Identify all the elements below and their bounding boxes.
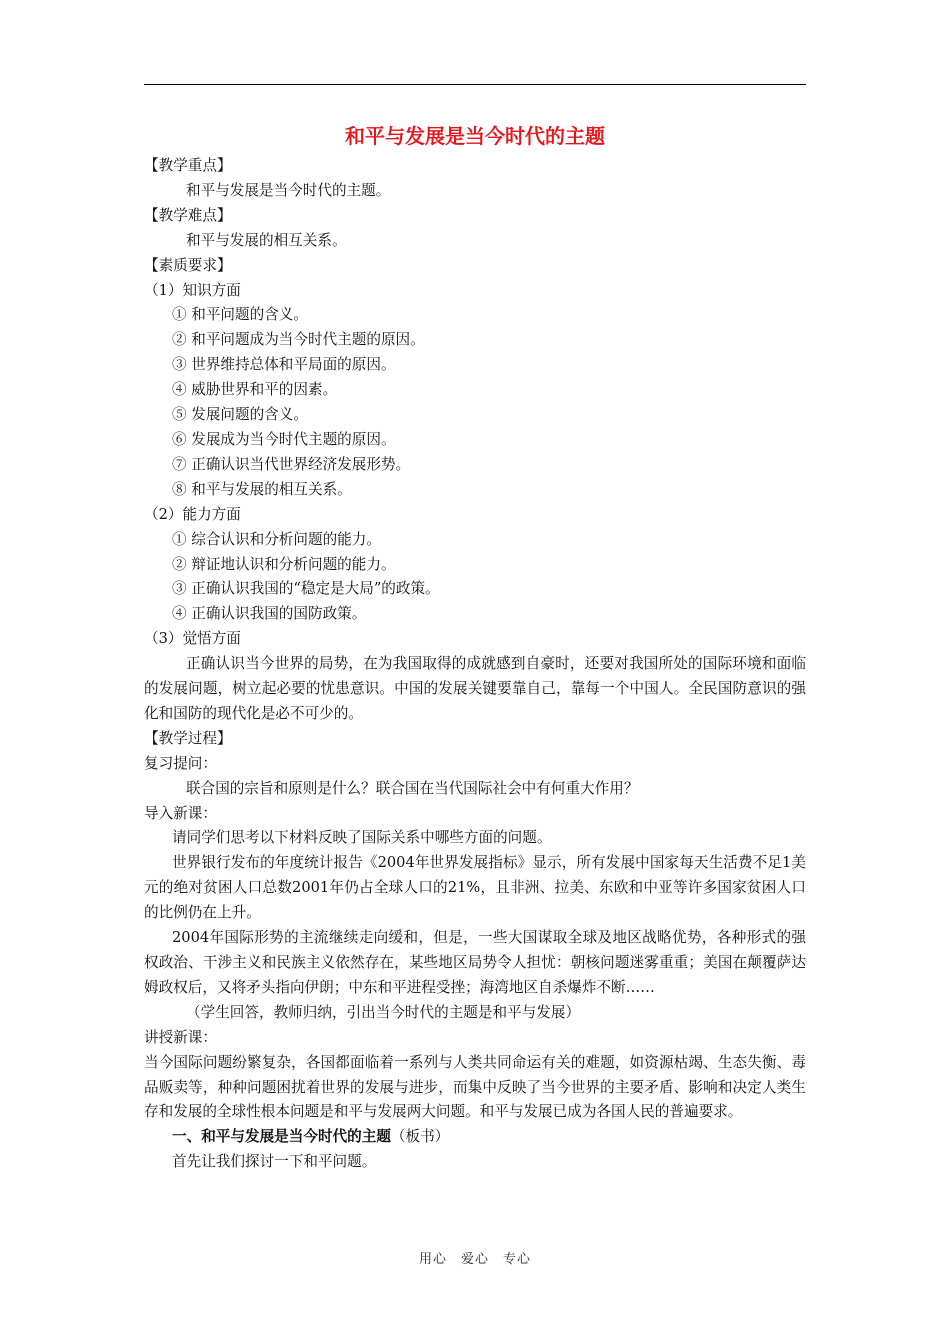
page-footer: 用心 爱心 专心 xyxy=(418,1252,531,1267)
material-paragraph: 世界银行发布的年度统计报告《2004年世界发展指标》显示，所有发展中国家每天生活费不足1美元的绝对贫困人口总数2001年仍占全球人口的21%，且非洲、拉美、东欧和中亚等许多国家贫困人口的比例仍在上升。 xyxy=(144,854,806,922)
intro-text: 请同学们思考以下材料反映了国际关系中哪些方面的问题。 xyxy=(172,829,552,847)
knowledge-heading: （1）知识方面 xyxy=(144,281,241,299)
ability-heading: （2）能力方面 xyxy=(144,505,241,523)
knowledge-item: ① 和平问题的含义。 xyxy=(172,306,308,324)
point-one-note: （板书） xyxy=(390,1128,450,1146)
knowledge-item: ⑤ 发展问题的含义。 xyxy=(172,406,308,424)
quality-heading: 【素质要求】 xyxy=(144,256,232,274)
material-paragraph: 2004年国际形势的主流继续走向缓和，但是，一些大国谋取全球及地区战略优势，各种形式的强权政治、干涉主义和民族主义依然存在，某些地区局势令人担忧：朝核问题迷雾重重；美国在颠覆萨达姆政权后，又将矛头指向伊朗；中东和平进程受挫；海湾地区自杀爆炸不断…… xyxy=(144,929,806,996)
student-answer: （学生回答，教师归纳，引出当今时代的主题是和平与发展） xyxy=(186,1003,581,1021)
point-one xyxy=(144,1125,806,1150)
intro-heading: 导入新课： xyxy=(144,804,217,822)
knowledge-item: ③ 世界维持总体和平局面的原因。 xyxy=(172,356,396,374)
difficulty-text: 和平与发展的相互关系。 xyxy=(186,231,347,249)
focus-text: 和平与发展是当今时代的主题。 xyxy=(186,181,391,199)
knowledge-item: ⑥ 发展成为当今时代主题的原因。 xyxy=(172,430,396,448)
knowledge-item: ⑦ 正确认识当代世界经济发展形势。 xyxy=(172,455,411,473)
lecture-text: 当今国际问题纷繁复杂，各国都面临着一系列与人类共同命运有关的难题，如资源枯竭、生态失衡、毒品贩卖等，种种问题困扰着世界的发展与进步，而集中反映了当今世界的主要矛盾、影响和决定人类生存和发展的全球性根本问题是和平与发展两大问题。和平与发展已成为各国人民的普遍要求。 xyxy=(144,1053,806,1121)
awareness-text: 正确认识当今世界的局势，在为我国取得的成就感到自豪时，还要对我国所处的国际环境和面临的发展问题，树立起必要的忧患意识。中国的发展关键要靠自己，靠每一个中国人。全民国防意识的强化和国防的现代化是必不可少的。 xyxy=(144,655,806,722)
ability-item: ① 综合认识和分析问题的能力。 xyxy=(172,530,381,548)
review-heading: 复习提问： xyxy=(144,754,217,772)
ability-item: ④ 正确认识我国的国防政策。 xyxy=(172,605,367,623)
point-one-text: 首先让我们探讨一下和平问题。 xyxy=(172,1153,377,1171)
document-title: 和平与发展是当今时代的主题 xyxy=(345,124,605,148)
focus-heading: 【教学重点】 xyxy=(144,157,232,174)
difficulty-heading: 【教学难点】 xyxy=(144,206,232,224)
awareness-heading: （3）觉悟方面 xyxy=(144,630,241,648)
point-one-title: 一、和平与发展是当今时代的主题 xyxy=(172,1128,391,1146)
process-heading: 【教学过程】 xyxy=(144,729,232,747)
knowledge-item: ④ 威胁世界和平的因素。 xyxy=(172,381,338,399)
knowledge-item: ② 和平问题成为当今时代主题的原因。 xyxy=(172,331,425,349)
knowledge-item: ⑧ 和平与发展的相互关系。 xyxy=(172,480,352,498)
ability-item: ③ 正确认识我国的“稳定是大局”的政策。 xyxy=(172,580,440,598)
document-body xyxy=(144,120,806,1175)
lecture-heading: 讲授新课： xyxy=(144,1028,217,1046)
ability-item: ② 辩证地认识和分析问题的能力。 xyxy=(172,555,396,573)
review-text: 联合国的宗旨和原则是什么？联合国在当代国际社会中有何重大作用？ xyxy=(186,779,639,797)
header-rule xyxy=(144,84,806,85)
